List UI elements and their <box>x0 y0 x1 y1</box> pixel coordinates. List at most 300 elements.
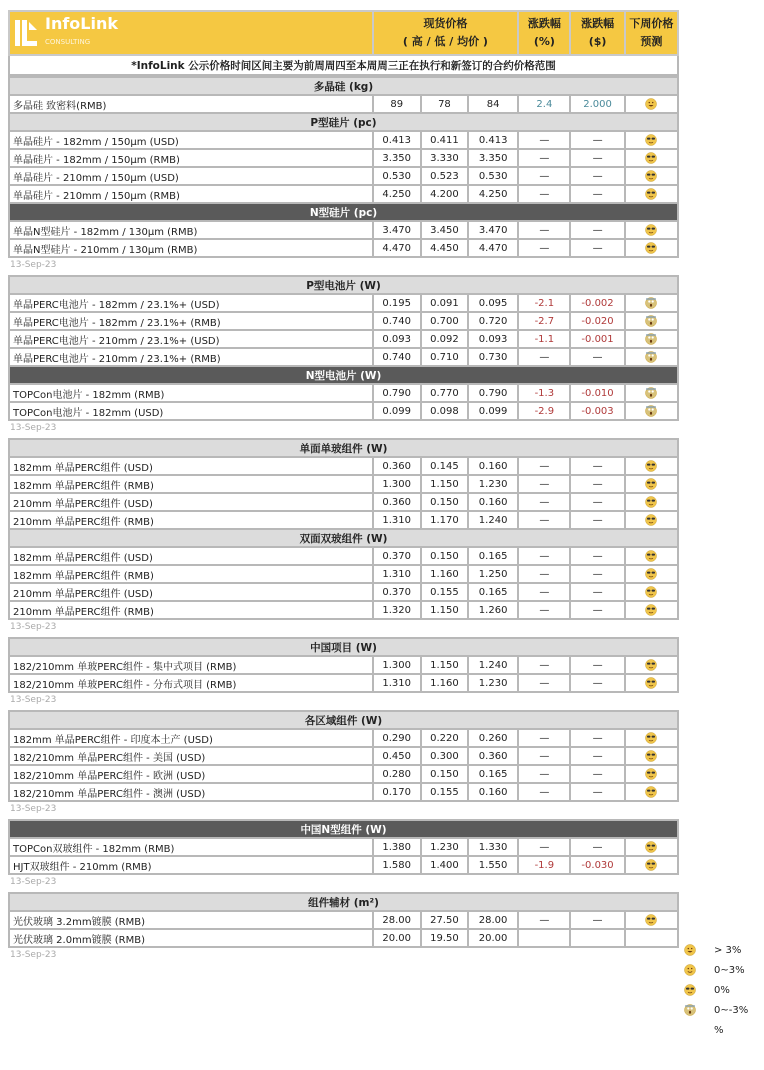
forecast-cool-icon <box>625 475 678 493</box>
col-forecast-label: 下周价格 <box>629 17 674 30</box>
price-high: 4.470 <box>373 239 421 257</box>
change-usd: — <box>570 221 624 239</box>
legend-grin-icon <box>684 944 696 956</box>
table-row <box>9 149 678 167</box>
section-title: 中国N型组件 (W) <box>9 820 678 838</box>
price-avg: 0.413 <box>468 131 518 149</box>
date-label: 13-Sep-23 <box>10 804 57 814</box>
table-row <box>9 783 678 801</box>
table-row <box>9 312 678 330</box>
item-name: 单晶PERC电池片 - 182mm / 23.1%+ (USD) <box>9 294 373 312</box>
change-pct: — <box>518 511 570 529</box>
change-pct: — <box>518 747 570 765</box>
change-usd <box>570 929 624 947</box>
col-forecast-label2: 预测 <box>640 35 663 48</box>
table-row <box>9 167 678 185</box>
table-row <box>9 239 678 257</box>
item-name: 单晶PERC电池片 - 182mm / 23.1%+ (RMB) <box>9 312 373 330</box>
obscured-area <box>520 1022 680 1052</box>
price-low: 0.092 <box>421 330 468 348</box>
forecast-scream-icon <box>625 312 678 330</box>
change-pct: — <box>518 547 570 565</box>
table-row <box>9 294 678 312</box>
change-usd: — <box>570 167 624 185</box>
change-usd: — <box>570 185 624 203</box>
forecast-cool-icon <box>625 601 678 619</box>
change-pct: — <box>518 185 570 203</box>
price-high: 28.00 <box>373 911 421 929</box>
change-pct: — <box>518 656 570 674</box>
change-usd: — <box>570 348 624 366</box>
price-low: 0.700 <box>421 312 468 330</box>
price-high: 0.360 <box>373 457 421 475</box>
price-avg: 0.260 <box>468 729 518 747</box>
price-low: 1.160 <box>421 565 468 583</box>
price-high: 1.300 <box>373 475 421 493</box>
price-high: 0.450 <box>373 747 421 765</box>
price-avg: 4.250 <box>468 185 518 203</box>
price-avg: 0.160 <box>468 783 518 801</box>
col-usd-header <box>570 11 624 55</box>
section-title: 各区域组件 (W) <box>9 711 678 729</box>
change-pct: — <box>518 167 570 185</box>
price-low: 3.330 <box>421 149 468 167</box>
change-usd: — <box>570 765 624 783</box>
col-pct-label: 涨跌幅 <box>527 17 561 30</box>
section-header <box>9 711 678 729</box>
forecast-cool-icon <box>625 131 678 149</box>
header-table <box>8 10 679 76</box>
col-forecast-header <box>625 11 678 55</box>
forecast-cool-icon <box>625 783 678 801</box>
change-usd: 2.000 <box>570 95 624 113</box>
item-name: 182mm 单晶PERC组件 (USD) <box>9 547 373 565</box>
change-usd: — <box>570 493 624 511</box>
change-pct: -1.1 <box>518 330 570 348</box>
section-header <box>9 529 678 547</box>
legend-item <box>684 980 764 1000</box>
change-pct: — <box>518 493 570 511</box>
item-name: 210mm 单晶PERC组件 (USD) <box>9 583 373 601</box>
table-row <box>9 929 678 947</box>
price-high: 20.00 <box>373 929 421 947</box>
change-pct: — <box>518 149 570 167</box>
price-low: 0.523 <box>421 167 468 185</box>
price-low: 0.150 <box>421 765 468 783</box>
table-row <box>9 856 678 874</box>
price-avg: 0.165 <box>468 583 518 601</box>
section-header <box>9 77 678 95</box>
forecast-cool-icon <box>625 149 678 167</box>
change-usd: — <box>570 674 624 692</box>
price-high: 3.470 <box>373 221 421 239</box>
item-name: 光伏玻璃 3.2mm镀膜 (RMB) <box>9 911 373 929</box>
item-name: 单晶硅片 - 182mm / 150μm (USD) <box>9 131 373 149</box>
price-high: 89 <box>373 95 421 113</box>
section-title: 中国项目 (W) <box>9 638 678 656</box>
change-usd: — <box>570 475 624 493</box>
forecast-cool-icon <box>625 547 678 565</box>
price-avg: 3.470 <box>468 221 518 239</box>
table-row <box>9 656 678 674</box>
item-name: 182/210mm 单晶PERC组件 - 美国 (USD) <box>9 747 373 765</box>
price-high: 1.580 <box>373 856 421 874</box>
change-usd: — <box>570 583 624 601</box>
price-low: 1.150 <box>421 475 468 493</box>
infolink-logo-icon <box>13 18 39 48</box>
price-low: 0.300 <box>421 747 468 765</box>
item-name: 210mm 单晶PERC组件 (RMB) <box>9 511 373 529</box>
price-block <box>8 637 679 693</box>
change-pct: -2.7 <box>518 312 570 330</box>
item-name: 光伏玻璃 2.0mm镀膜 (RMB) <box>9 929 373 947</box>
price-high: 0.370 <box>373 547 421 565</box>
item-name: TOPCon电池片 - 182mm (USD) <box>9 402 373 420</box>
price-avg: 0.790 <box>468 384 518 402</box>
price-avg: 3.350 <box>468 149 518 167</box>
price-low: 0.155 <box>421 783 468 801</box>
legend-item <box>684 1020 764 1040</box>
section-header <box>9 366 678 384</box>
change-usd: — <box>570 783 624 801</box>
forecast-cool-icon <box>625 729 678 747</box>
change-usd: -0.001 <box>570 330 624 348</box>
forecast-cool-icon <box>625 747 678 765</box>
price-low: 1.400 <box>421 856 468 874</box>
price-avg: 0.530 <box>468 167 518 185</box>
col-price-sub: ( 高 / 低 / 均价 ) <box>402 35 488 48</box>
legend-item <box>684 940 764 960</box>
date-label: 13-Sep-23 <box>10 622 57 632</box>
table-row <box>9 475 678 493</box>
price-block <box>8 438 679 620</box>
legend-label: 0% <box>714 984 730 996</box>
price-avg: 1.250 <box>468 565 518 583</box>
legend-label: % <box>714 1024 724 1036</box>
price-avg: 1.230 <box>468 674 518 692</box>
price-avg: 1.260 <box>468 601 518 619</box>
price-avg: 1.330 <box>468 838 518 856</box>
price-high: 0.360 <box>373 493 421 511</box>
item-name: 182mm 单晶PERC组件 - 印度本土产 (USD) <box>9 729 373 747</box>
table-row <box>9 384 678 402</box>
table-row <box>9 729 678 747</box>
item-name: TOPCon电池片 - 182mm (RMB) <box>9 384 373 402</box>
change-usd: — <box>570 656 624 674</box>
price-avg: 84 <box>468 95 518 113</box>
section-header <box>9 820 678 838</box>
forecast-cool-icon <box>625 765 678 783</box>
price-high: 0.370 <box>373 583 421 601</box>
forecast-cool-icon <box>625 221 678 239</box>
price-low: 1.150 <box>421 656 468 674</box>
section-title: N型电池片 (W) <box>9 366 678 384</box>
price-low: 27.50 <box>421 911 468 929</box>
legend-item <box>684 960 764 980</box>
forecast-cool-icon <box>625 457 678 475</box>
price-high: 1.310 <box>373 565 421 583</box>
change-usd: -0.002 <box>570 294 624 312</box>
legend-item <box>684 1000 764 1020</box>
change-usd: -0.030 <box>570 856 624 874</box>
section-title: 双面双玻组件 (W) <box>9 529 678 547</box>
change-pct: — <box>518 838 570 856</box>
price-high: 1.320 <box>373 601 421 619</box>
item-name: TOPCon双玻组件 - 182mm (RMB) <box>9 838 373 856</box>
forecast-scream-icon <box>625 330 678 348</box>
price-block <box>8 710 679 802</box>
table-row <box>9 747 678 765</box>
price-avg: 0.165 <box>468 547 518 565</box>
price-low: 0.150 <box>421 547 468 565</box>
change-usd: — <box>570 729 624 747</box>
section-title: P型硅片 (pc) <box>9 113 678 131</box>
table-row <box>9 348 678 366</box>
change-usd: — <box>570 149 624 167</box>
price-low: 0.411 <box>421 131 468 149</box>
logo <box>9 11 373 55</box>
section-header <box>9 113 678 131</box>
item-name: HJT双玻组件 - 210mm (RMB) <box>9 856 373 874</box>
item-name: 182/210mm 单玻PERC组件 - 集中式项目 (RMB) <box>9 656 373 674</box>
price-low: 0.098 <box>421 402 468 420</box>
price-high: 0.790 <box>373 384 421 402</box>
legend-cool-icon <box>684 984 696 996</box>
forecast-cool-icon <box>625 911 678 929</box>
price-high: 0.099 <box>373 402 421 420</box>
price-avg: 0.093 <box>468 330 518 348</box>
date-label: 13-Sep-23 <box>10 423 57 433</box>
table-row <box>9 457 678 475</box>
change-pct: — <box>518 583 570 601</box>
date-label: 13-Sep-23 <box>10 877 57 887</box>
price-high: 0.740 <box>373 312 421 330</box>
forecast-cool-icon <box>625 656 678 674</box>
table-row <box>9 185 678 203</box>
change-pct: — <box>518 565 570 583</box>
table-row <box>9 765 678 783</box>
price-low: 19.50 <box>421 929 468 947</box>
price-block <box>8 76 679 258</box>
price-high: 0.093 <box>373 330 421 348</box>
item-name: 182mm 单晶PERC组件 (USD) <box>9 457 373 475</box>
legend-label: > 3% <box>714 944 742 956</box>
price-low: 78 <box>421 95 468 113</box>
date-label: 13-Sep-23 <box>10 260 57 270</box>
logo-text: InfoLink <box>45 14 119 33</box>
change-pct: — <box>518 457 570 475</box>
item-name: 210mm 单晶PERC组件 (RMB) <box>9 601 373 619</box>
price-high: 0.740 <box>373 348 421 366</box>
table-row <box>9 330 678 348</box>
change-usd: — <box>570 239 624 257</box>
forecast-cool-icon <box>625 239 678 257</box>
item-name: 单晶硅片 - 210mm / 150μm (USD) <box>9 167 373 185</box>
change-pct: — <box>518 239 570 257</box>
change-pct: — <box>518 783 570 801</box>
section-title: 多晶硅 (kg) <box>9 77 678 95</box>
price-high: 0.290 <box>373 729 421 747</box>
price-high: 3.350 <box>373 149 421 167</box>
change-usd: -0.020 <box>570 312 624 330</box>
table-row <box>9 583 678 601</box>
col-pct-header <box>518 11 570 55</box>
change-usd: — <box>570 511 624 529</box>
price-avg: 0.720 <box>468 312 518 330</box>
price-high: 1.380 <box>373 838 421 856</box>
price-high: 0.170 <box>373 783 421 801</box>
change-pct: — <box>518 601 570 619</box>
price-high: 0.195 <box>373 294 421 312</box>
price-low: 1.230 <box>421 838 468 856</box>
table-row <box>9 95 678 113</box>
price-low: 0.145 <box>421 457 468 475</box>
change-pct: -1.3 <box>518 384 570 402</box>
table-row <box>9 674 678 692</box>
change-usd: — <box>570 565 624 583</box>
item-name: 单晶N型硅片 - 210mm / 130μm (RMB) <box>9 239 373 257</box>
table-row <box>9 131 678 149</box>
price-low: 0.091 <box>421 294 468 312</box>
item-name: 单晶PERC电池片 - 210mm / 23.1%+ (RMB) <box>9 348 373 366</box>
section-header <box>9 203 678 221</box>
item-name: 单晶PERC电池片 - 210mm / 23.1%+ (USD) <box>9 330 373 348</box>
price-low: 0.770 <box>421 384 468 402</box>
table-row <box>9 838 678 856</box>
price-avg: 0.160 <box>468 493 518 511</box>
price-high: 0.530 <box>373 167 421 185</box>
forecast-scream-icon <box>625 348 678 366</box>
change-usd: — <box>570 911 624 929</box>
change-usd: — <box>570 838 624 856</box>
price-avg: 0.730 <box>468 348 518 366</box>
price-avg: 0.099 <box>468 402 518 420</box>
item-name: 182mm 单晶PERC组件 (RMB) <box>9 475 373 493</box>
price-low: 1.170 <box>421 511 468 529</box>
price-high: 1.310 <box>373 674 421 692</box>
price-avg: 1.230 <box>468 475 518 493</box>
table-row <box>9 601 678 619</box>
section-header <box>9 893 678 911</box>
price-avg: 20.00 <box>468 929 518 947</box>
legend-label: 0~3% <box>714 964 745 976</box>
date-label: 13-Sep-23 <box>10 950 57 960</box>
col-usd-unit: ($) <box>588 35 607 48</box>
section-title: P型电池片 (W) <box>9 276 678 294</box>
change-pct: — <box>518 475 570 493</box>
table-row <box>9 565 678 583</box>
price-low: 0.220 <box>421 729 468 747</box>
change-pct: -1.9 <box>518 856 570 874</box>
change-pct: — <box>518 729 570 747</box>
price-block <box>8 275 679 421</box>
change-usd: -0.003 <box>570 402 624 420</box>
item-name: 182/210mm 单玻PERC组件 - 分布式项目 (RMB) <box>9 674 373 692</box>
price-low: 1.160 <box>421 674 468 692</box>
item-name: 182/210mm 单晶PERC组件 - 欧洲 (USD) <box>9 765 373 783</box>
forecast-cool-icon <box>625 511 678 529</box>
forecast-scream-icon <box>625 384 678 402</box>
section-title: N型硅片 (pc) <box>9 203 678 221</box>
change-usd: — <box>570 131 624 149</box>
price-low: 4.200 <box>421 185 468 203</box>
change-pct: — <box>518 221 570 239</box>
price-low: 0.150 <box>421 493 468 511</box>
table-row <box>9 911 678 929</box>
forecast-cool-icon <box>625 838 678 856</box>
change-usd: — <box>570 547 624 565</box>
section-header <box>9 276 678 294</box>
change-usd: -0.010 <box>570 384 624 402</box>
table-row <box>9 493 678 511</box>
change-pct: -2.9 <box>518 402 570 420</box>
section-header <box>9 638 678 656</box>
logo-sub: CONSULTING <box>45 38 91 46</box>
price-avg: 1.240 <box>468 656 518 674</box>
change-usd: — <box>570 457 624 475</box>
item-name: 多晶硅 致密料(RMB) <box>9 95 373 113</box>
col-pct-unit: (%) <box>533 35 555 48</box>
price-high: 4.250 <box>373 185 421 203</box>
legend-scream-icon <box>684 1004 696 1016</box>
table-row <box>9 511 678 529</box>
item-name: 182/210mm 单晶PERC组件 - 澳洲 (USD) <box>9 783 373 801</box>
price-avg: 28.00 <box>468 911 518 929</box>
price-high: 1.300 <box>373 656 421 674</box>
forecast-scream-icon <box>625 294 678 312</box>
col-price-label: 现货价格 <box>423 17 468 30</box>
table-row <box>9 547 678 565</box>
price-avg: 0.360 <box>468 747 518 765</box>
forecast-cool-icon <box>625 493 678 511</box>
price-low: 4.450 <box>421 239 468 257</box>
forecast-cool-icon <box>625 167 678 185</box>
price-avg: 0.095 <box>468 294 518 312</box>
change-pct: — <box>518 131 570 149</box>
forecast-cool-icon <box>625 856 678 874</box>
forecast-cool-icon <box>625 185 678 203</box>
item-name: 单晶硅片 - 210mm / 150μm (RMB) <box>9 185 373 203</box>
legend-smile-icon <box>684 964 696 976</box>
table-row <box>9 221 678 239</box>
price-avg: 1.550 <box>468 856 518 874</box>
price-high: 0.413 <box>373 131 421 149</box>
change-pct <box>518 929 570 947</box>
forecast-cool-icon <box>625 583 678 601</box>
table-row <box>9 402 678 420</box>
price-high: 0.280 <box>373 765 421 783</box>
note-text: *InfoLink 公示价格时间区间主要为前周周四至本周周三正在执行和新签订的合约价格范围 <box>9 55 678 75</box>
price-avg: 0.160 <box>468 457 518 475</box>
item-name: 210mm 单晶PERC组件 (USD) <box>9 493 373 511</box>
change-usd: — <box>570 747 624 765</box>
forecast-blank-icon <box>625 929 678 947</box>
price-high: 1.310 <box>373 511 421 529</box>
section-header <box>9 439 678 457</box>
price-block <box>8 892 679 948</box>
forecast-grin-icon <box>625 95 678 113</box>
legend-label: 0~-3% <box>714 1004 749 1016</box>
date-label: 13-Sep-23 <box>10 695 57 705</box>
forecast-cool-icon <box>625 565 678 583</box>
price-low: 0.155 <box>421 583 468 601</box>
item-name: 182mm 单晶PERC组件 (RMB) <box>9 565 373 583</box>
forecast-cool-icon <box>625 674 678 692</box>
legend <box>684 940 764 1040</box>
price-low: 0.710 <box>421 348 468 366</box>
change-pct: — <box>518 348 570 366</box>
col-usd-label: 涨跌幅 <box>581 17 615 30</box>
